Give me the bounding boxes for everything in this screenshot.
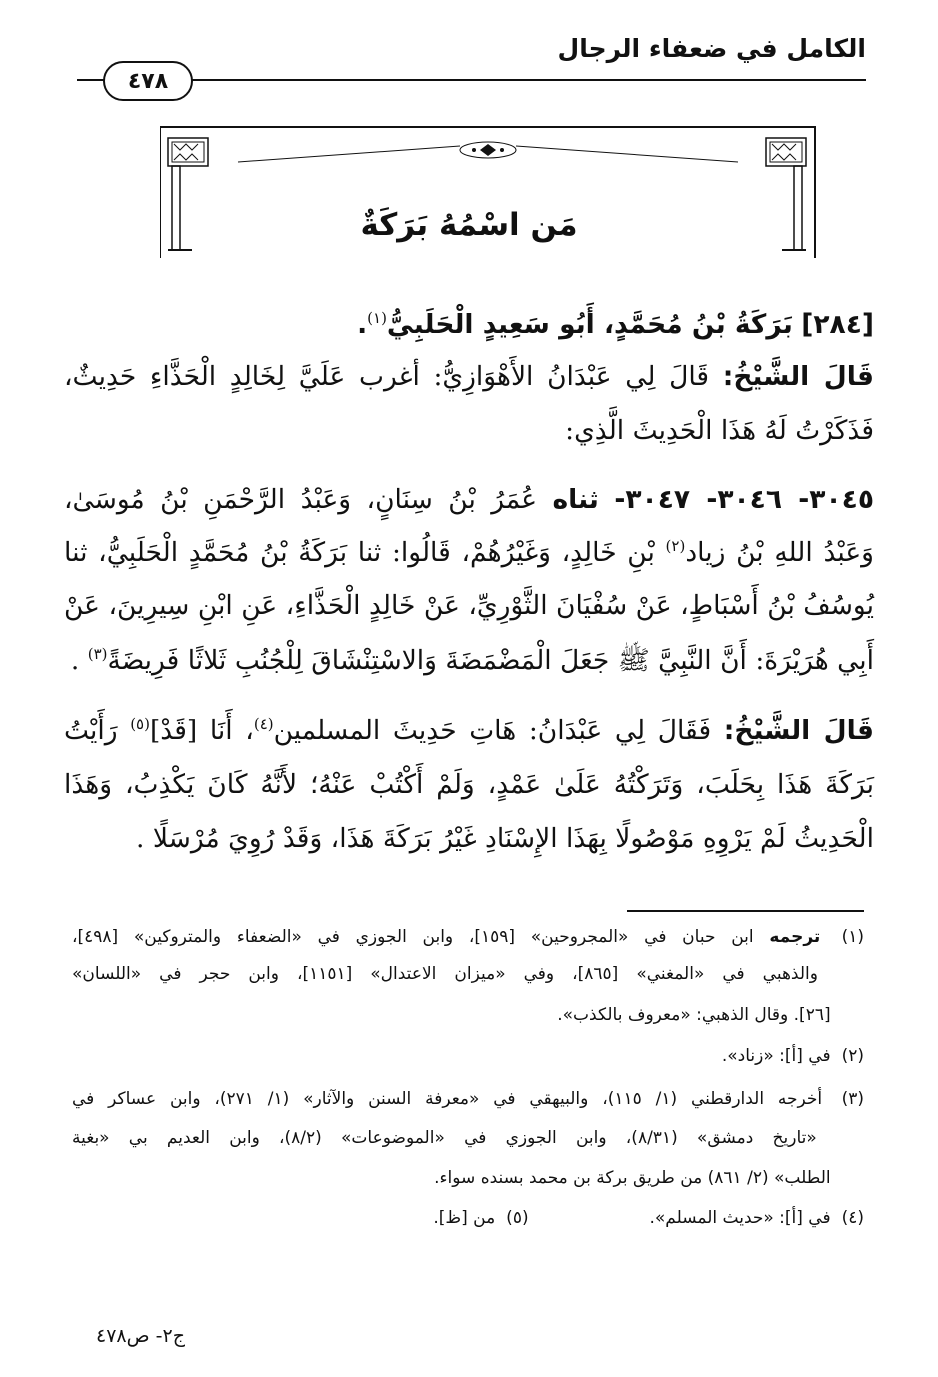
chapter-title: مَن اسْمُهُ بَرَكَةٌ bbox=[360, 207, 578, 243]
footnote-number: (٢) bbox=[841, 1046, 864, 1066]
footnote-text: والذهبي في «المغني» [٨٦٥]، وفي «ميزان الاعتدال» [١١٥١]، وابن حجر في «اللسان» bbox=[72, 964, 818, 984]
speaker-label: قَالَ الشَّيْخُ: bbox=[723, 715, 874, 746]
footnote-rule bbox=[627, 910, 864, 912]
footnote-lead: ترجمه bbox=[769, 927, 821, 947]
volume-page-footer: ج٢- ص٤٧٨ bbox=[96, 1325, 185, 1347]
entry-end: . bbox=[357, 309, 368, 340]
text-line bbox=[64, 361, 874, 392]
header-rule bbox=[77, 79, 866, 81]
entry-name: بَرَكَةُ بْنُ مُحَمَّدٍ، أَبُو سَعِيدٍ الْحَلَبِيُّ bbox=[386, 309, 793, 340]
footnote-ref: (٣) bbox=[87, 645, 108, 664]
footnote-text: في [أ]: «زناد». bbox=[721, 1046, 831, 1066]
text-run: أَبِي هُرَيْرَةَ: أَنَّ النَّبِيَّ ﷺ جَعَلَ الْمَضْمَضَةَ وَالاسْتِنْشَاقَ لِلْجُنُبِ ثَلاثًا فَرِيضَةً bbox=[107, 645, 874, 676]
hadith-numbers: ٣٠٤٥- ٣٠٤٦- ٣٠٤٧- bbox=[614, 484, 874, 515]
text-line: بَرَكَةَ هَذَا بِحَلَبَ، وَتَرَكْتُهُ عَلَىٰ عَمْدٍ، وَلَمْ أَكْتُبْ عَنْهُ؛ لأَنَّهُ كَانَ يَكْذِبُ، وَهَذَا bbox=[64, 769, 874, 800]
footnote-line bbox=[72, 1130, 864, 1147]
footnote-number: (٥) bbox=[506, 1208, 529, 1228]
text-run: . bbox=[70, 645, 80, 676]
text-line bbox=[64, 537, 874, 568]
footnote-number: (٤) bbox=[841, 1208, 864, 1228]
text-run: رَأَيْتُ bbox=[64, 715, 118, 746]
footnote-ref: (٤) bbox=[253, 715, 274, 734]
footnote-text: في [أ]: «حديث المسلم». bbox=[649, 1208, 831, 1228]
text-line bbox=[64, 484, 874, 515]
footnote-number: (١) bbox=[841, 927, 865, 947]
footnote-line bbox=[72, 966, 864, 983]
text-line: فَذَكَرْتُ لَهُ هَذَا الْحَدِيثَ الَّذِي: bbox=[565, 415, 874, 446]
footnote-3 bbox=[72, 1091, 864, 1108]
text-line: يُوسُفُ بْنُ أَسْبَاطٍ، عَنْ سُفْيَانَ الثَّوْرِيِّ، عَنْ خَالِدٍ الْحَذَّاءِ، عَنِ ابْنِ سِيرِينَ، عَنْ bbox=[64, 590, 874, 621]
footnote-ref: (١) bbox=[367, 309, 387, 328]
footnote-line bbox=[72, 1007, 864, 1024]
footnote-text: «تاريخ دمشق» (٨/٣١)، وابن الجوزي في «الموضوعات» (٨/٢)، وابن العديم بي «بغية bbox=[72, 1128, 817, 1148]
footnote-number: (٣) bbox=[841, 1089, 864, 1109]
running-title: الكامل في ضعفاء الرجال bbox=[557, 34, 866, 63]
footnote-ref: (٥) bbox=[130, 715, 150, 734]
text-run: قَالَ لِي عَبْدَانُ الأَهْوَازِيُّ: أغرب عَلَيَّ لِخَالِدٍ الْحَذَّاءِ حَدِيثٌ، bbox=[64, 361, 710, 392]
text-line bbox=[64, 645, 874, 676]
text-run: عُمَرُ بْنُ سِنَانٍ، وَعَبْدُ الرَّحْمَنِ بْنُ مُوسَىٰ، bbox=[64, 484, 538, 515]
text-run: فَقَالَ لِي عَبْدَانُ: هَاتِ حَدِيثَ المسلمين bbox=[273, 715, 712, 746]
entry-number: [٢٨٤] bbox=[801, 309, 874, 340]
text-line: الْحَدِيثُ لَمْ يَرْوِهِ مَوْصُولًا بِهَذَا الإِسْنَادِ غَيْرُ بَرَكَةَ هَذَا، وَقَدْ رُوِيَ مُرْسَلًا . bbox=[136, 823, 874, 854]
page-number: ٤٧٨ bbox=[103, 61, 193, 101]
footnote-text: [٢٦]. وقال الذهبي: «معروف بالكذب». bbox=[557, 1005, 831, 1025]
footnote-4-5 bbox=[72, 1210, 864, 1227]
text-run: وَعَبْدُ اللهِ بْنُ زياد bbox=[685, 537, 874, 568]
text-line bbox=[64, 715, 874, 746]
text-run: ، أَنَا [قَدْ] bbox=[149, 715, 254, 746]
entry-heading bbox=[64, 309, 874, 340]
footnote-1 bbox=[72, 929, 864, 946]
text-run: بْنِ خَالِدٍ، وَغَيْرُهُمْ، قَالُوا: ثنا بَرَكَةُ بْنُ مُحَمَّدٍ الْحَلَبِيُّ، ثنا bbox=[64, 537, 655, 568]
footnote-2 bbox=[72, 1048, 864, 1065]
footnote-text: ابن حبان في «المجروحين» [١٥٩]، وابن الجوزي في «الضعفاء والمتروكين» [٤٩٨]، bbox=[72, 927, 754, 947]
footnote-text: من [ظ]. bbox=[433, 1208, 496, 1228]
footnote-line bbox=[72, 1170, 864, 1187]
footnote-4 bbox=[534, 1210, 864, 1227]
footnote-text: الطلب» (٢/ ٨٦١) من طريق بركة بن محمد بسنده سواء. bbox=[434, 1168, 831, 1188]
footnote-5 bbox=[433, 1210, 528, 1227]
narration-lead: ثناه bbox=[552, 484, 599, 515]
footnote-ref: (٢) bbox=[665, 537, 686, 556]
speaker-label: قَالَ الشَّيْخُ: bbox=[722, 361, 874, 392]
footnote-text: أخرجه الدارقطني (١/ ١١٥)، والبيهقي في «معرفة السنن والآثار» (١/ ٢٧١)، وابن عساكر في bbox=[72, 1089, 823, 1109]
